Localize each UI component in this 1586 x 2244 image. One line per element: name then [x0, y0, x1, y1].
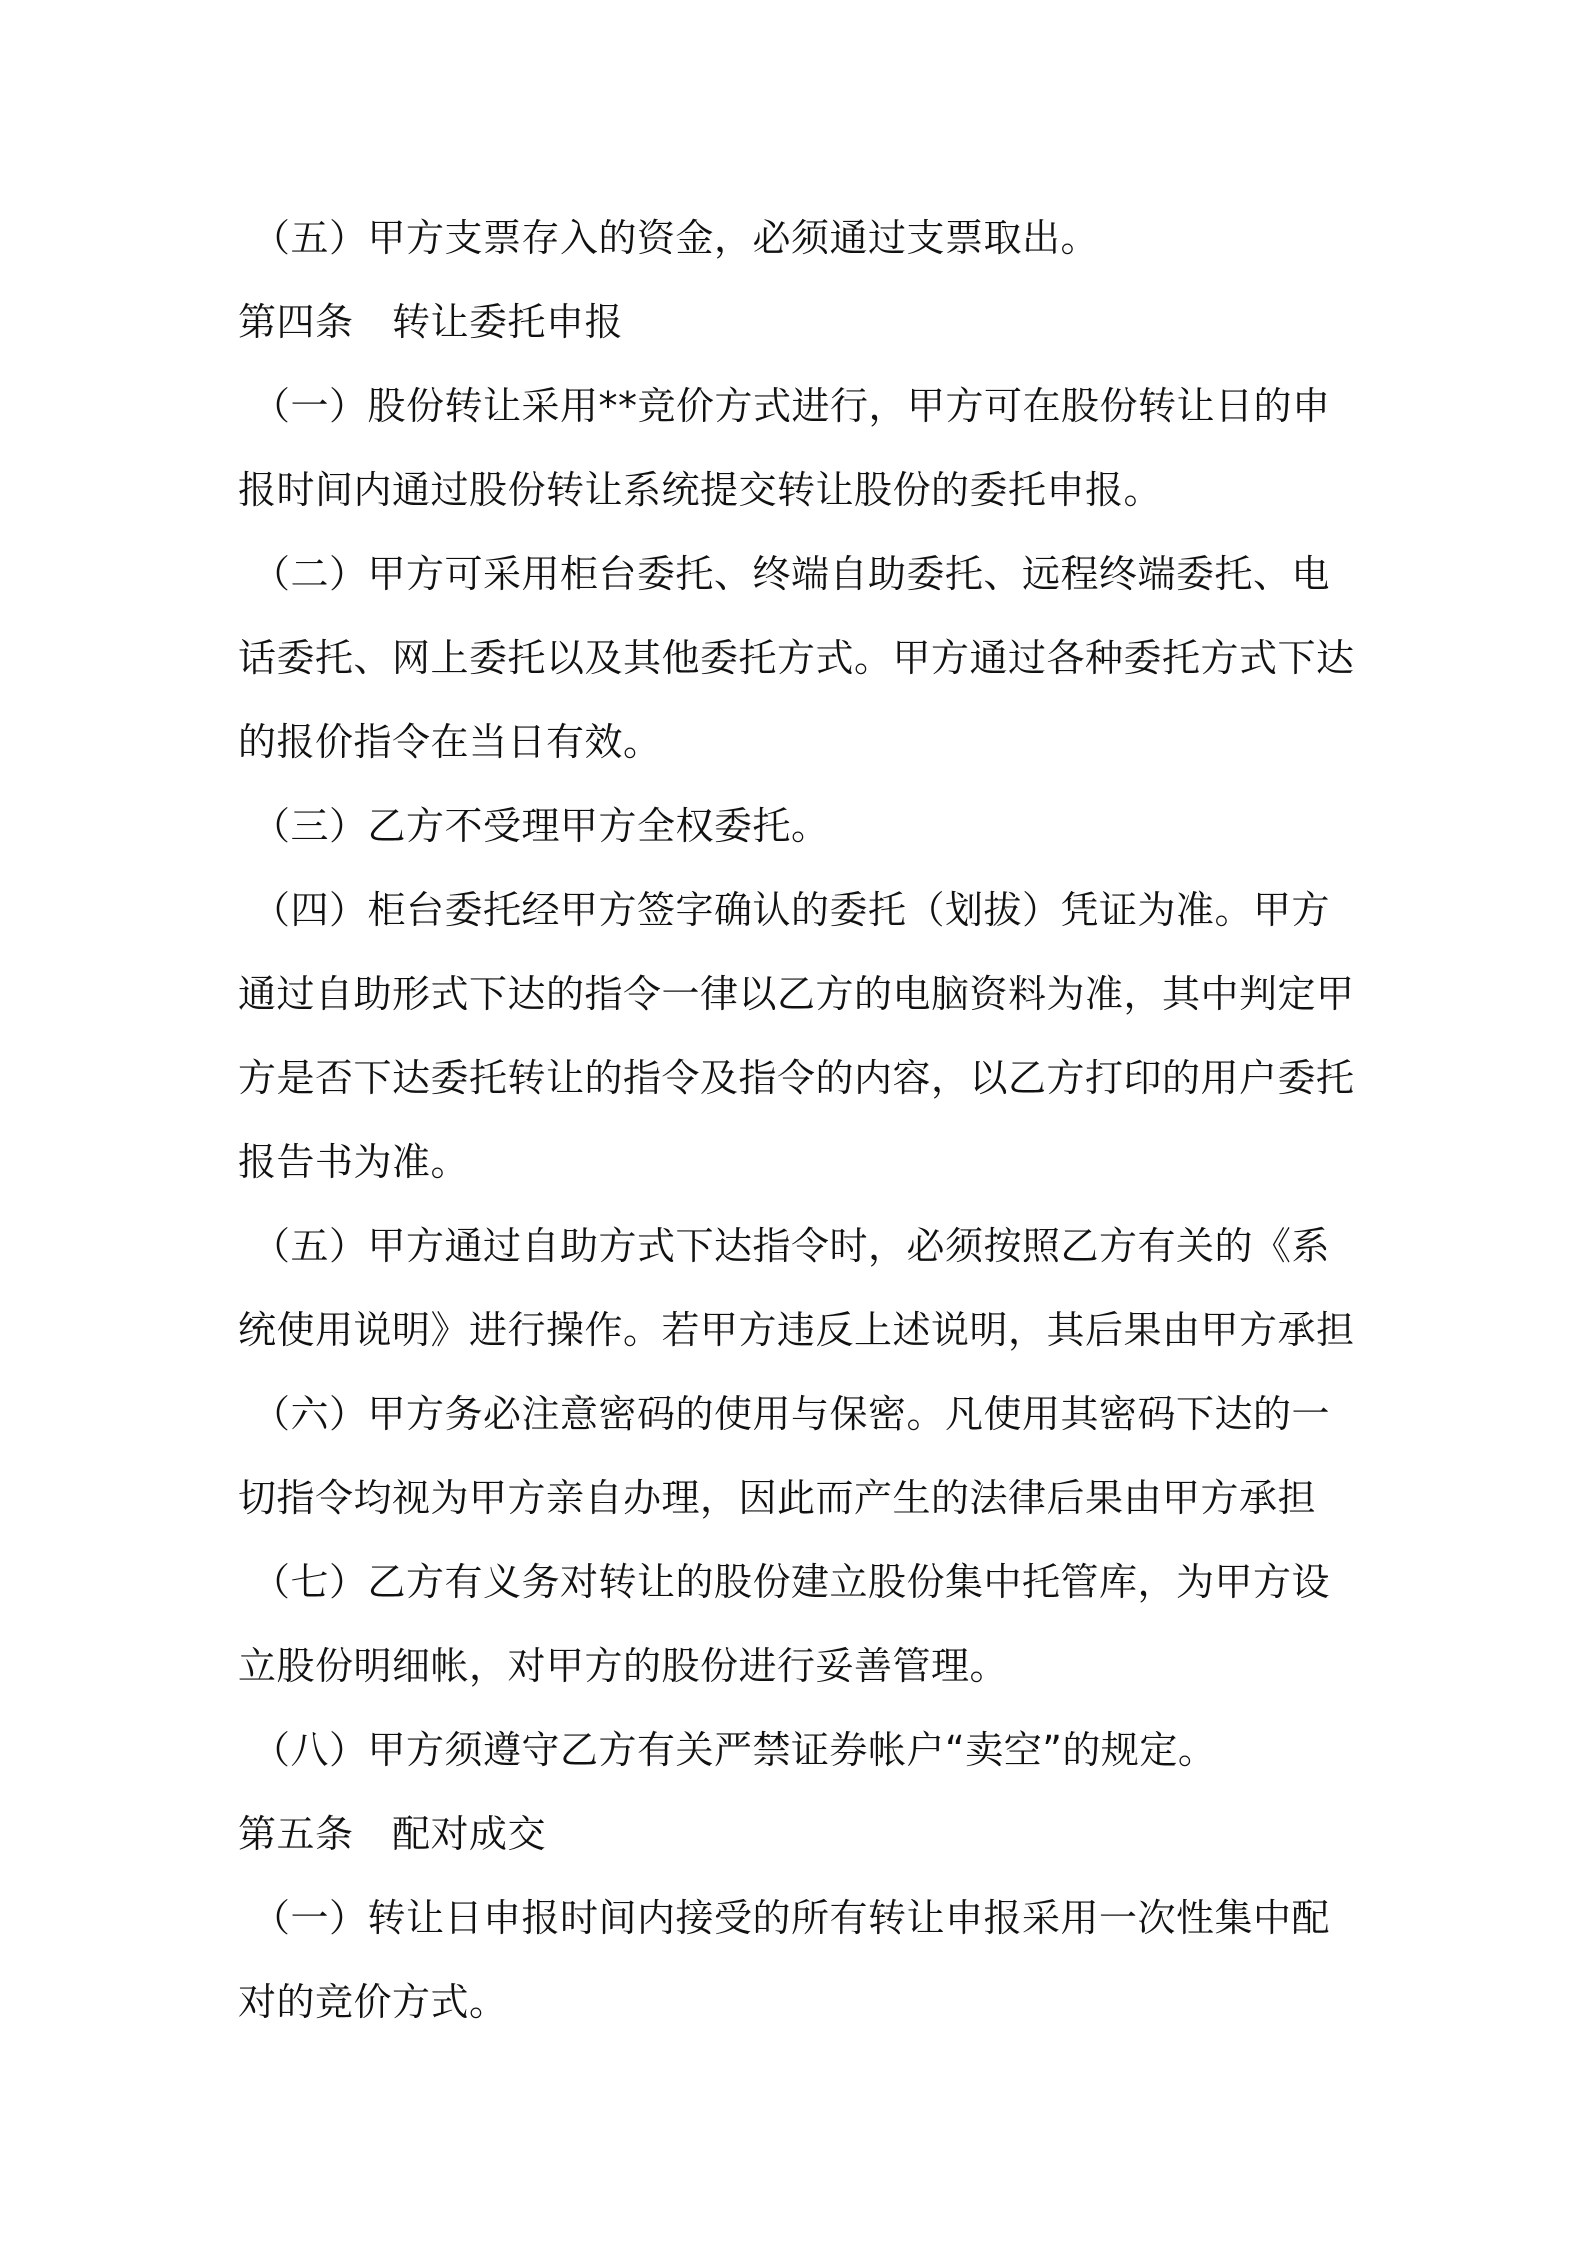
paragraph-item: （六）甲方务必注意密码的使用与保密。凡使用其密码下达的一切指令均视为甲方亲自办理，因此而产生的法律后果由甲方承担 [238, 1392, 1331, 1520]
paragraph-item: （五）甲方支票存入的资金，必须通过支票取出。 [252, 216, 1100, 260]
document-body [238, 196, 1368, 2044]
paragraph-item: （五）甲方通过自助方式下达指令时，必须按照乙方有关的《系统使用说明》进行操作。若甲方违反上述说明，其后果由甲方承担 [238, 1224, 1355, 1352]
section-heading: 第四条 转让委托申报 [238, 300, 624, 344]
paragraph-item: （四）柜台委托经甲方签字确认的委托（划拔）凭证为准。甲方通过自助形式下达的指令一律以乙方的电脑资料为准，其中判定甲方是否下达委托转让的指令及指令的内容，以乙方打印的用户委托报告书为准。 [238, 888, 1355, 1184]
paragraph-item: （二）甲方可采用柜台委托、终端自助委托、远程终端委托、电话委托、网上委托以及其他委托方式。甲方通过各种委托方式下达的报价指令在当日有效。 [238, 552, 1355, 764]
paragraph-item: （七）乙方有义务对转让的股份建立股份集中托管库，为甲方设立股份明细帐，对甲方的股份进行妥善管理。 [238, 1560, 1331, 1688]
section-heading: 第五条 配对成交 [238, 1812, 547, 1856]
paragraph-item: （三）乙方不受理甲方全权委托。 [252, 804, 830, 848]
paragraph-item: （一）股份转让采用**竞价方式进行，甲方可在股份转让日的申报时间内通过股份转让系统提交转让股份的委托申报。 [238, 384, 1331, 512]
paragraph-item: （八）甲方须遵守乙方有关严禁证券帐户“卖空”的规定。 [252, 1728, 1217, 1772]
paragraph-item: （一）转让日申报时间内接受的所有转让申报采用一次性集中配对的竞价方式。 [238, 1896, 1331, 2024]
